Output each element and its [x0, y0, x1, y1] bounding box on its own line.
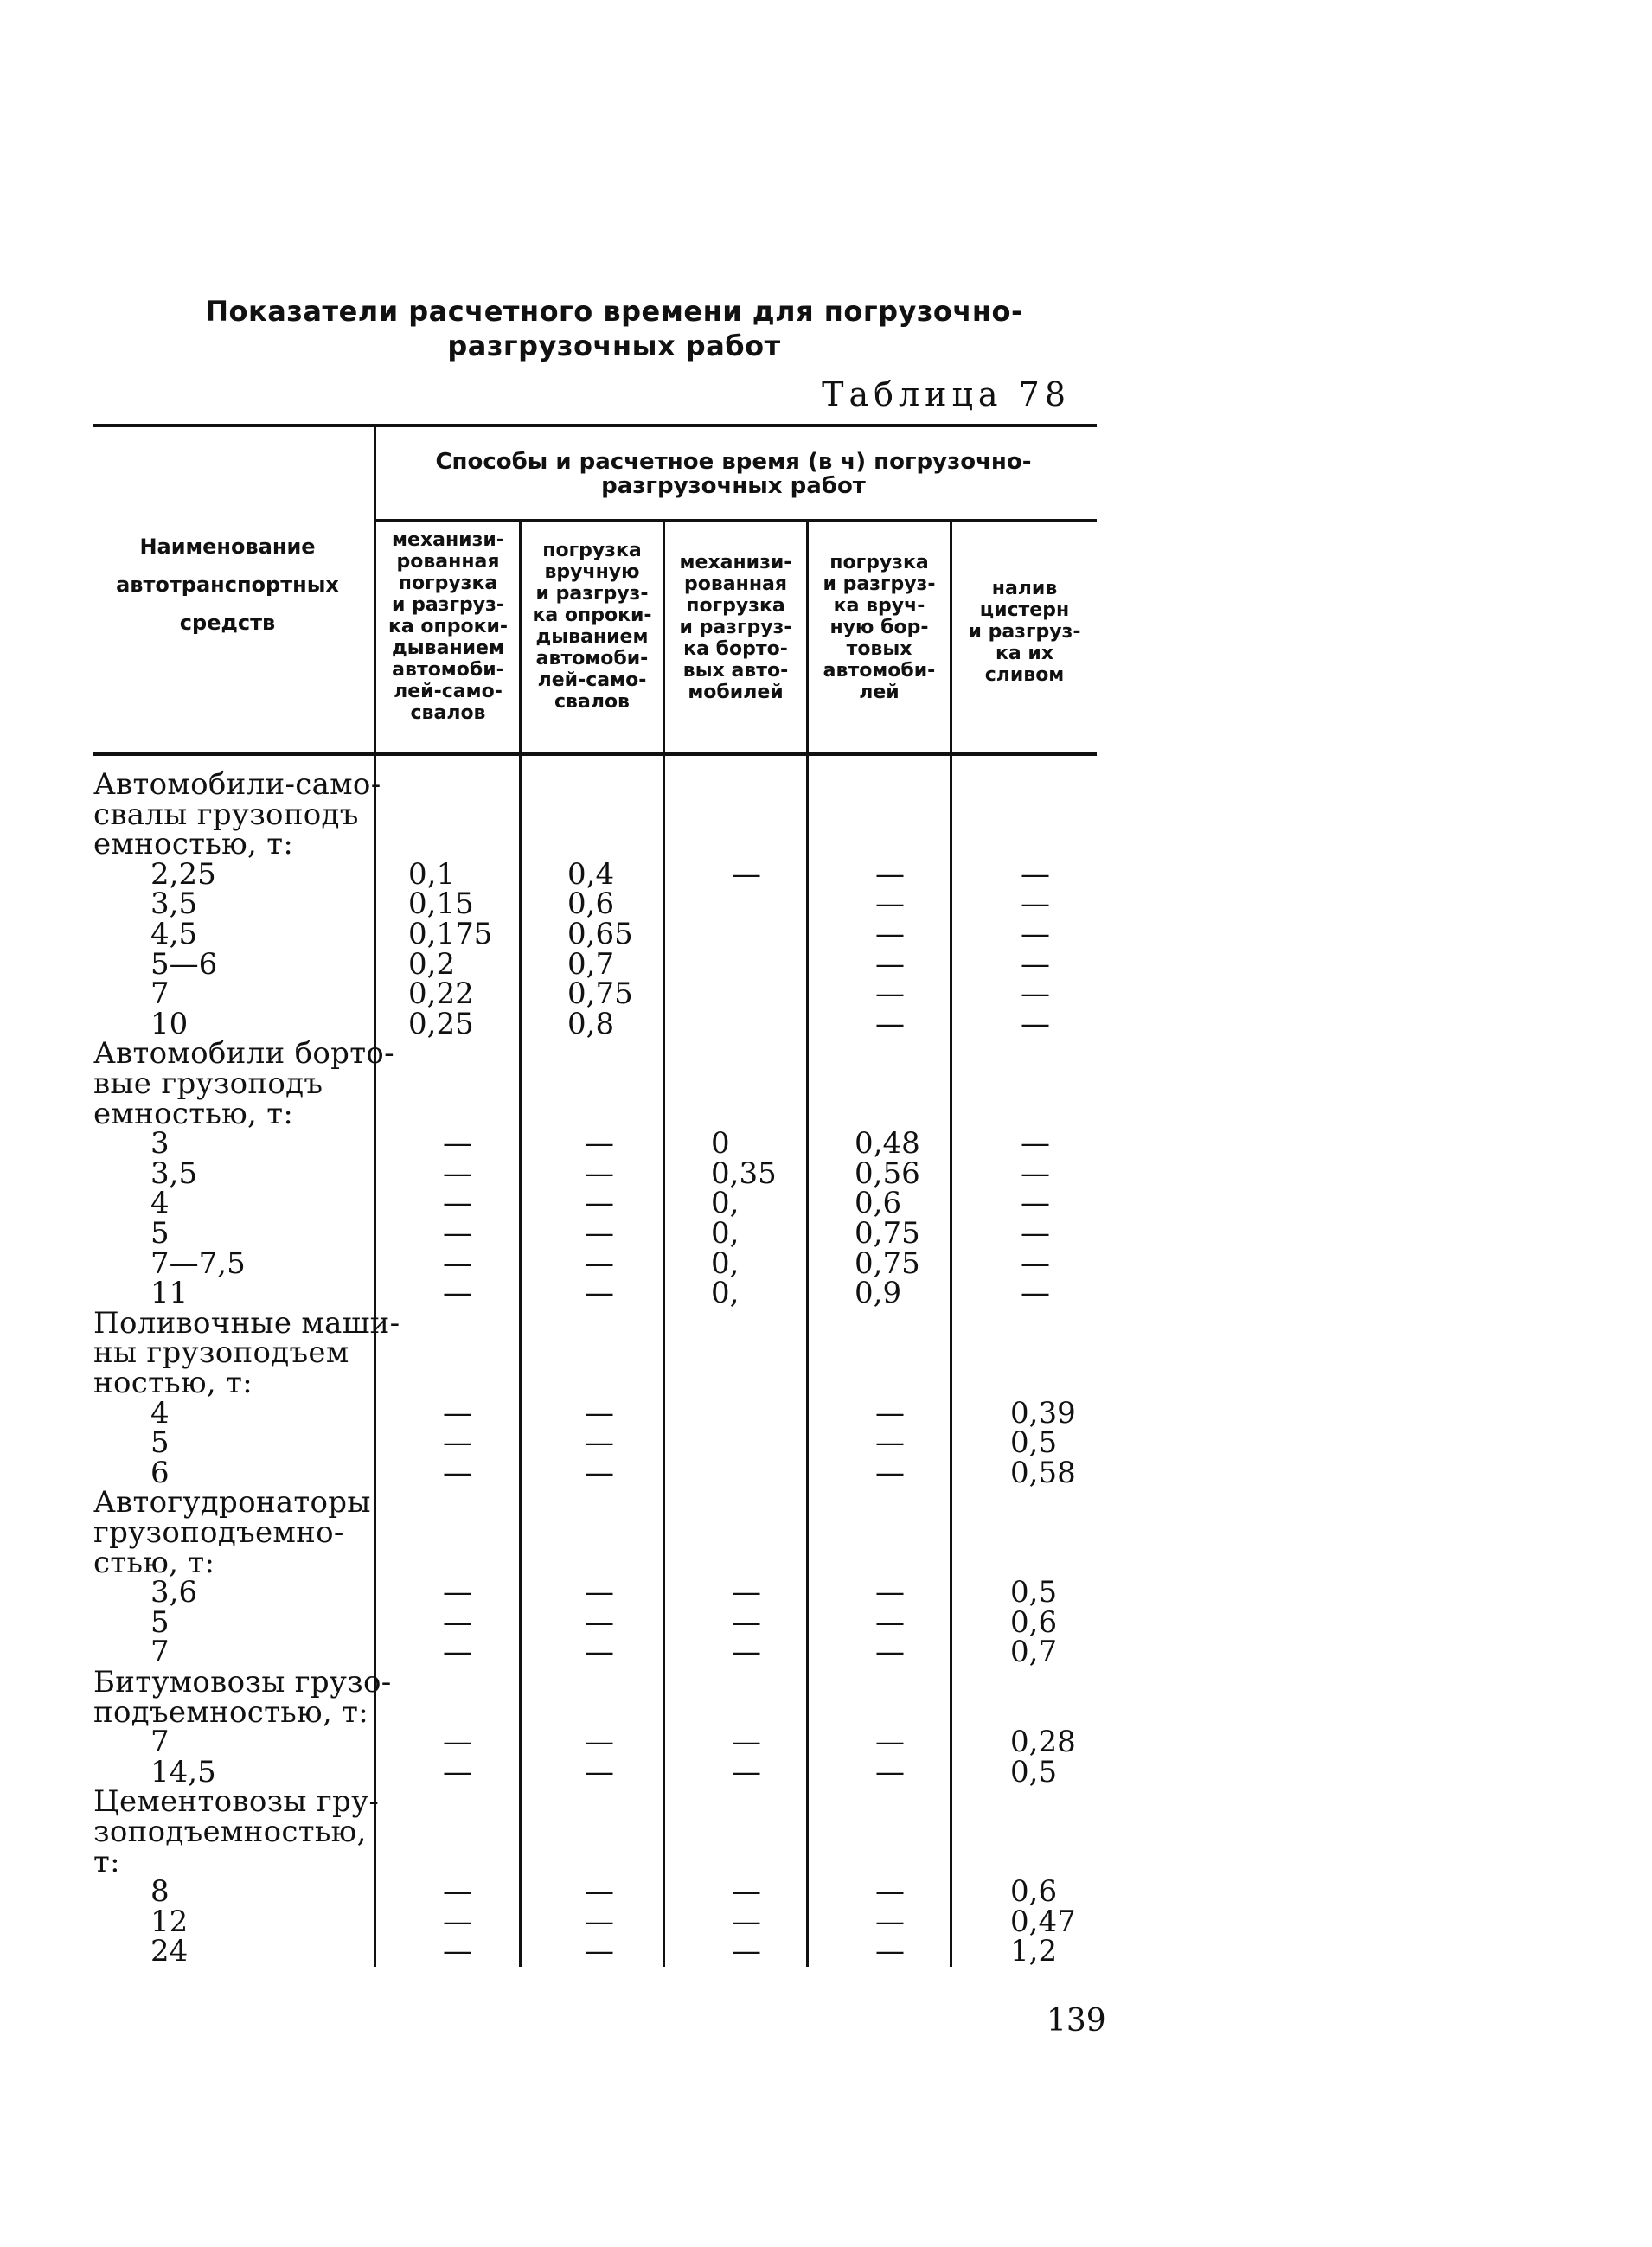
row-label: емностью, т: [93, 1096, 294, 1131]
row-label: Автомобили борто- [93, 1036, 394, 1072]
header-line: и разгруз- [535, 583, 649, 605]
row-cell: — [443, 1425, 472, 1461]
row-cell: — [875, 1425, 905, 1461]
row-cell: — [443, 1395, 472, 1431]
header-line: погрузка [542, 540, 642, 561]
table-row [0, 797, 1652, 832]
table-row [0, 1425, 1652, 1461]
table-row [0, 1784, 1652, 1820]
row-cell: — [585, 1604, 614, 1640]
row-cell: — [585, 1186, 614, 1221]
row-cell: — [443, 1216, 472, 1251]
row-cell: — [1021, 976, 1050, 1012]
row-cell: — [443, 1186, 472, 1221]
row-cell: 0,28 [1010, 1725, 1076, 1760]
row-label: вые грузоподъ [93, 1066, 323, 1101]
table-row [0, 1665, 1652, 1700]
row-cell: 0,75 [855, 1245, 920, 1281]
table-row [0, 1186, 1652, 1221]
header-line: лей [859, 682, 900, 703]
row-label: зоподъемностью, [93, 1815, 367, 1849]
header-line: лей-само- [394, 681, 503, 702]
page-number: 139 [1047, 2003, 1106, 2039]
row-label: Битумовозы грузо- [93, 1665, 392, 1700]
row-label: 7—7,5 [150, 1245, 246, 1281]
row-cell: 0,175 [408, 917, 493, 951]
row-cell: — [875, 946, 905, 982]
table-row [0, 1575, 1652, 1610]
table-row [0, 1485, 1652, 1520]
row-label: подъемностью, т: [93, 1694, 369, 1730]
row-cell: — [875, 887, 905, 922]
row-cell: 0,8 [567, 1006, 615, 1041]
table-row [0, 1754, 1652, 1789]
table-row [0, 1904, 1652, 1939]
group-header [379, 450, 1088, 498]
row-cell: — [585, 1725, 614, 1760]
header-line: и разгруз- [823, 573, 936, 595]
row-cell: — [732, 1874, 761, 1910]
header-line: сливом [984, 664, 1065, 686]
table-number: Таблица 78 [822, 375, 1071, 413]
row-label: 5 [150, 1604, 170, 1640]
table-row [0, 1604, 1652, 1640]
row-cell: 0,7 [567, 946, 615, 982]
row-cell: — [1021, 946, 1050, 982]
header-line: цистерн [979, 599, 1070, 621]
row-cell: — [875, 1754, 905, 1789]
table-row [0, 1126, 1652, 1162]
header-line: и разгруз- [968, 621, 1081, 643]
header-line: рованная [683, 573, 787, 595]
row-cell: 0,1 [408, 856, 456, 892]
row-label: 2,25 [150, 856, 216, 892]
table-row [0, 1635, 1652, 1670]
header-line: ка опроки- [387, 616, 509, 637]
table-row [0, 856, 1652, 892]
table-row [0, 946, 1652, 982]
header-line: погрузка [398, 573, 498, 594]
row-label: грузоподъемно- [93, 1515, 344, 1550]
row-cell: — [443, 1725, 472, 1760]
row-cell: 0,25 [408, 1006, 474, 1041]
row-cell: — [1021, 1006, 1050, 1041]
row-cell: — [732, 1635, 761, 1670]
table-row [0, 1335, 1652, 1371]
row-label: 24 [150, 1934, 189, 1969]
row-label: ностью, т: [93, 1366, 253, 1400]
row-cell: — [585, 1874, 614, 1910]
table-row [0, 887, 1652, 922]
header-line: погрузка [829, 552, 929, 573]
header-line: ка борто- [683, 638, 788, 660]
row-cell: — [443, 1754, 472, 1789]
row-cell: — [1021, 1186, 1050, 1221]
row-label: 3,5 [150, 1156, 198, 1191]
table-row [0, 1545, 1652, 1580]
row-cell: 0 [711, 1126, 730, 1162]
row-cell: 0,39 [1010, 1395, 1076, 1431]
row-cell: — [875, 1575, 905, 1610]
row-cell: — [443, 1126, 472, 1162]
table-row [0, 1276, 1652, 1311]
row-cell: 0,5 [1010, 1754, 1058, 1789]
row-cell: — [585, 1216, 614, 1251]
row-cell: 0,22 [408, 976, 474, 1012]
table-row [0, 1725, 1652, 1760]
row-cell: — [732, 856, 761, 892]
row-cell: — [585, 1934, 614, 1969]
row-cell: 0,9 [855, 1276, 902, 1311]
row-cell: 0,47 [1010, 1904, 1076, 1939]
row-cell: — [732, 1904, 761, 1939]
header-line: лей-само- [537, 669, 647, 691]
row-cell: — [585, 1575, 614, 1610]
row-label: свалы грузоподъ [93, 797, 359, 832]
row-cell: — [875, 1635, 905, 1670]
row-label: 5 [150, 1425, 170, 1461]
row-label: 14,5 [150, 1754, 216, 1789]
row-cell: — [443, 1245, 472, 1281]
column-header-3 [665, 552, 806, 703]
row-label: 4 [150, 1186, 170, 1221]
row-label: 3 [150, 1126, 170, 1162]
row-cell: 0,75 [855, 1216, 920, 1251]
header-line: налив [991, 578, 1058, 599]
row-cell: — [585, 1425, 614, 1461]
header-line: мобилей [688, 682, 784, 703]
row-label: Автомобили-само- [93, 767, 381, 802]
table-row [0, 1368, 1652, 1398]
row-cell: — [732, 1604, 761, 1640]
column-header-5 [952, 578, 1097, 686]
column-header-2 [522, 540, 663, 713]
column-header-1 [377, 529, 519, 724]
row-cell: 0,6 [567, 887, 615, 922]
row-cell: — [443, 1604, 472, 1640]
row-label: стью, т: [93, 1545, 215, 1580]
table-row [0, 1096, 1652, 1131]
table-row [0, 1455, 1652, 1490]
header-line: механизи- [392, 529, 504, 551]
name-header-line: Наименование [139, 535, 316, 559]
row-label: 5 [150, 1216, 170, 1251]
header-line: рованная [396, 551, 500, 573]
row-cell: 1,2 [1010, 1934, 1058, 1969]
row-cell: — [1021, 917, 1050, 951]
row-cell: 0,7 [1010, 1635, 1058, 1670]
row-label: 7 [150, 1635, 170, 1670]
row-label: т: [93, 1844, 120, 1879]
row-cell: 0,2 [408, 946, 456, 982]
header-line: вых авто- [682, 660, 789, 682]
table-row [0, 1245, 1652, 1281]
row-cell: — [585, 1455, 614, 1490]
row-cell: — [732, 1934, 761, 1969]
header-line: ка вруч- [833, 595, 925, 617]
row-cell: 0,58 [1010, 1455, 1076, 1490]
row-cell: — [443, 1904, 472, 1939]
row-cell: 0,4 [567, 856, 615, 892]
row-cell: — [875, 1395, 905, 1431]
row-label: 3,6 [150, 1575, 198, 1610]
header-line: ка опроки- [532, 605, 652, 626]
header-line: погрузка [686, 595, 785, 617]
table-title-line-1: Показатели расчетного времени для погрузочно- [205, 295, 1023, 328]
table-row [0, 1066, 1652, 1101]
row-cell: — [443, 1156, 472, 1191]
header-line: автомоби- [535, 648, 649, 669]
row-cell: — [875, 1006, 905, 1041]
table-row [0, 1036, 1652, 1072]
header-line: дыванием [392, 637, 504, 659]
table-row [0, 1515, 1652, 1550]
table-row [0, 1006, 1652, 1041]
row-cell: — [443, 1455, 472, 1490]
row-cell: 0,5 [1010, 1575, 1058, 1610]
table-row [0, 1395, 1652, 1431]
row-cell: — [585, 1395, 614, 1431]
row-cell: — [585, 1126, 614, 1162]
header-line: свалов [410, 702, 486, 724]
row-cell: — [732, 1754, 761, 1789]
table-row [0, 1874, 1652, 1910]
header-line: автомоби- [823, 660, 936, 682]
row-label: Автогудронаторы [93, 1485, 371, 1520]
table-row [0, 767, 1652, 802]
row-label: Поливочные маши- [93, 1305, 400, 1341]
header-line: вручную [544, 561, 640, 583]
row-cell: — [875, 976, 905, 1012]
row-cell: 0, [711, 1186, 740, 1221]
row-cell: 0,35 [711, 1156, 777, 1191]
header-line: и разгруз- [392, 594, 504, 616]
row-cell: — [585, 1754, 614, 1789]
row-cell: — [1021, 856, 1050, 892]
row-label: ны грузоподъем [93, 1335, 349, 1371]
table-row [0, 919, 1652, 949]
table-row [0, 1844, 1652, 1879]
row-cell: — [1021, 1126, 1050, 1162]
row-label: 7 [150, 1725, 170, 1760]
header-line: механизи- [679, 552, 792, 573]
row-label: 7 [150, 976, 170, 1012]
table-title-line-2: разгрузочных работ [447, 330, 781, 362]
row-cell: — [585, 1276, 614, 1311]
row-label: 4 [150, 1395, 170, 1431]
row-cell: 0,56 [855, 1156, 920, 1191]
row-cell: — [875, 1904, 905, 1939]
row-cell: — [443, 1635, 472, 1670]
row-label: 6 [150, 1455, 170, 1490]
row-cell: — [585, 1245, 614, 1281]
row-cell: — [732, 1725, 761, 1760]
header-line: автомоби- [392, 659, 504, 681]
row-cell: 0,6 [855, 1186, 902, 1221]
group-header-rule [375, 519, 1097, 522]
table-row [0, 1216, 1652, 1251]
row-cell: 0,6 [1010, 1874, 1058, 1910]
row-cell: — [443, 1874, 472, 1910]
name-header-line: средств [179, 611, 276, 635]
row-cell: — [1021, 1156, 1050, 1191]
row-label: Цементовозы гру- [93, 1784, 380, 1820]
row-label: 4,5 [150, 917, 198, 951]
top-rule [93, 424, 1097, 427]
row-label: 10 [150, 1006, 189, 1041]
row-cell: 0,5 [1010, 1425, 1058, 1461]
row-cell: — [443, 1575, 472, 1610]
row-cell: 0,48 [855, 1126, 920, 1162]
name-column-header [93, 528, 362, 642]
header-line: и разгруз- [679, 617, 792, 638]
row-cell: 0, [711, 1276, 740, 1311]
row-cell: — [585, 1635, 614, 1670]
header-line: ную бор- [829, 617, 929, 638]
group-header-line: разгрузочных работ [601, 473, 866, 499]
row-cell: — [1021, 1276, 1050, 1311]
row-cell: — [875, 1874, 905, 1910]
row-cell: — [875, 1934, 905, 1969]
row-cell: — [875, 856, 905, 892]
table-row [0, 827, 1652, 862]
row-cell: 0, [711, 1245, 740, 1281]
row-cell: 0,75 [567, 976, 633, 1012]
row-cell: 0,15 [408, 887, 474, 922]
header-line: товых [846, 638, 912, 660]
table-row [0, 1305, 1652, 1341]
row-label: 3,5 [150, 887, 198, 922]
row-label: 12 [150, 1904, 189, 1939]
table-row [0, 1817, 1652, 1847]
row-label: емностью, т: [93, 827, 294, 862]
header-line: свалов [554, 691, 630, 713]
row-cell: — [875, 917, 905, 951]
row-cell: — [875, 1604, 905, 1640]
row-cell: — [585, 1156, 614, 1191]
row-cell: — [443, 1934, 472, 1969]
row-label: 11 [150, 1276, 189, 1311]
row-cell: — [875, 1725, 905, 1760]
row-label: 8 [150, 1874, 170, 1910]
group-header-line: Способы и расчетное время (в ч) погрузочно- [435, 449, 1032, 475]
column-header-4 [809, 552, 950, 703]
header-line: дыванием [535, 626, 649, 648]
header-line: ка их [995, 643, 1054, 664]
table-row [0, 1156, 1652, 1191]
row-cell: — [1021, 1216, 1050, 1251]
table-row [0, 1694, 1652, 1730]
row-cell: — [732, 1575, 761, 1610]
row-cell: — [875, 1455, 905, 1490]
row-label: 5—6 [150, 946, 218, 982]
table-row [0, 1934, 1652, 1969]
row-cell: — [1021, 1245, 1050, 1281]
name-header-line: автотранспортных [116, 573, 339, 597]
row-cell: 0,6 [1010, 1604, 1058, 1640]
row-cell: 0,65 [567, 917, 633, 951]
row-cell: 0, [711, 1216, 740, 1251]
row-cell: — [443, 1276, 472, 1311]
row-cell: — [585, 1904, 614, 1939]
header-bottom-rule [93, 752, 1097, 756]
table-row [0, 976, 1652, 1012]
row-cell: — [1021, 887, 1050, 922]
